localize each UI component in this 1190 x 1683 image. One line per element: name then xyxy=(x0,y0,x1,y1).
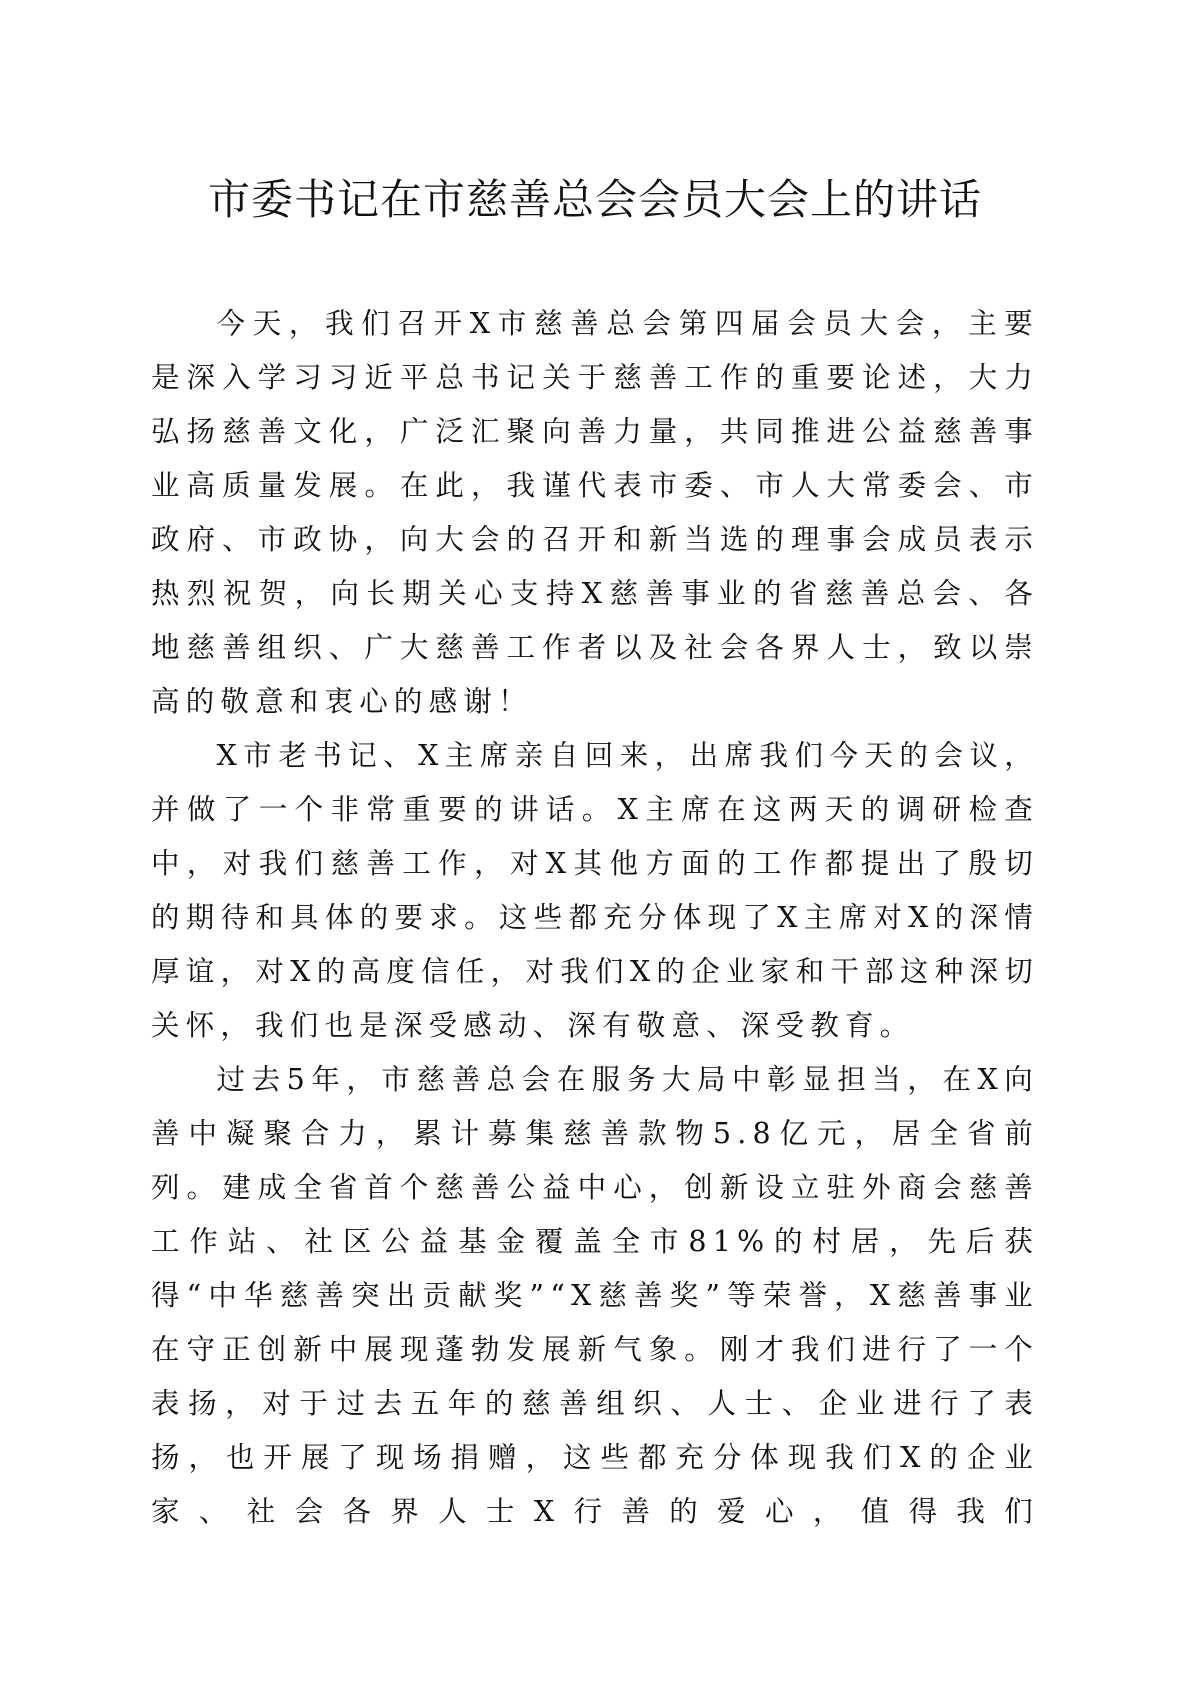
paragraph-achievements: 过去5年，市慈善总会在服务大局中彰显担当，在X向善中凝聚合力，累计募集慈善款物5.8亿元，居全省前列。建成全省首个慈善公益中心，创新设立驻外商会慈善工作站、社区公益基金覆盖全市81%的村居，先后获得“中华慈善突出贡献奖”“X慈善奖”等荣誉，X慈善事业在守正创新中展现蓬勃发展新气象。刚才我们进行了一个表扬，对于过去五年的慈善组织、人士、企业进行了表扬，也开展了现场捐赠，这些都充分体现我们X的企业家、社会各界人士X行善的爱心，值得我们 xyxy=(151,1063,1039,1528)
document-title: 市委书记在市慈善总会会员大会上的讲话 xyxy=(207,175,982,224)
document-body xyxy=(151,297,1039,1539)
paragraph-opening: 今天，我们召开X市慈善总会第四届会员大会，主要是深入学习习近平总书记关于慈善工作的重要论述，大力弘扬慈善文化，广泛汇聚向善力量，共同推进公益慈善事业高质量发展。在此，我谨代表市委、市人大常委会、市政府、市政协，向大会的召开和新当选的理事会成员表示热烈祝贺，向长期关心支持X慈善事业的省慈善总会、各地慈善组织、广大慈善工作者以及社会各界人士，致以崇高的敬意和衷心的感谢！ xyxy=(151,307,1039,718)
paragraph-chairman-visit: X市老书记、X主席亲自回来，出席我们今天的会议，并做了一个非常重要的讲话。X主席在这两天的调研检查中，对我们慈善工作，对X其他方面的工作都提出了殷切的期待和具体的要求。这些都充分体现了X主席对X的深情厚谊，对X的高度信任，对我们X的企业家和干部这种深切关怀，我们也是深受感动、深有敬意、深受教育。 xyxy=(151,739,1039,1042)
